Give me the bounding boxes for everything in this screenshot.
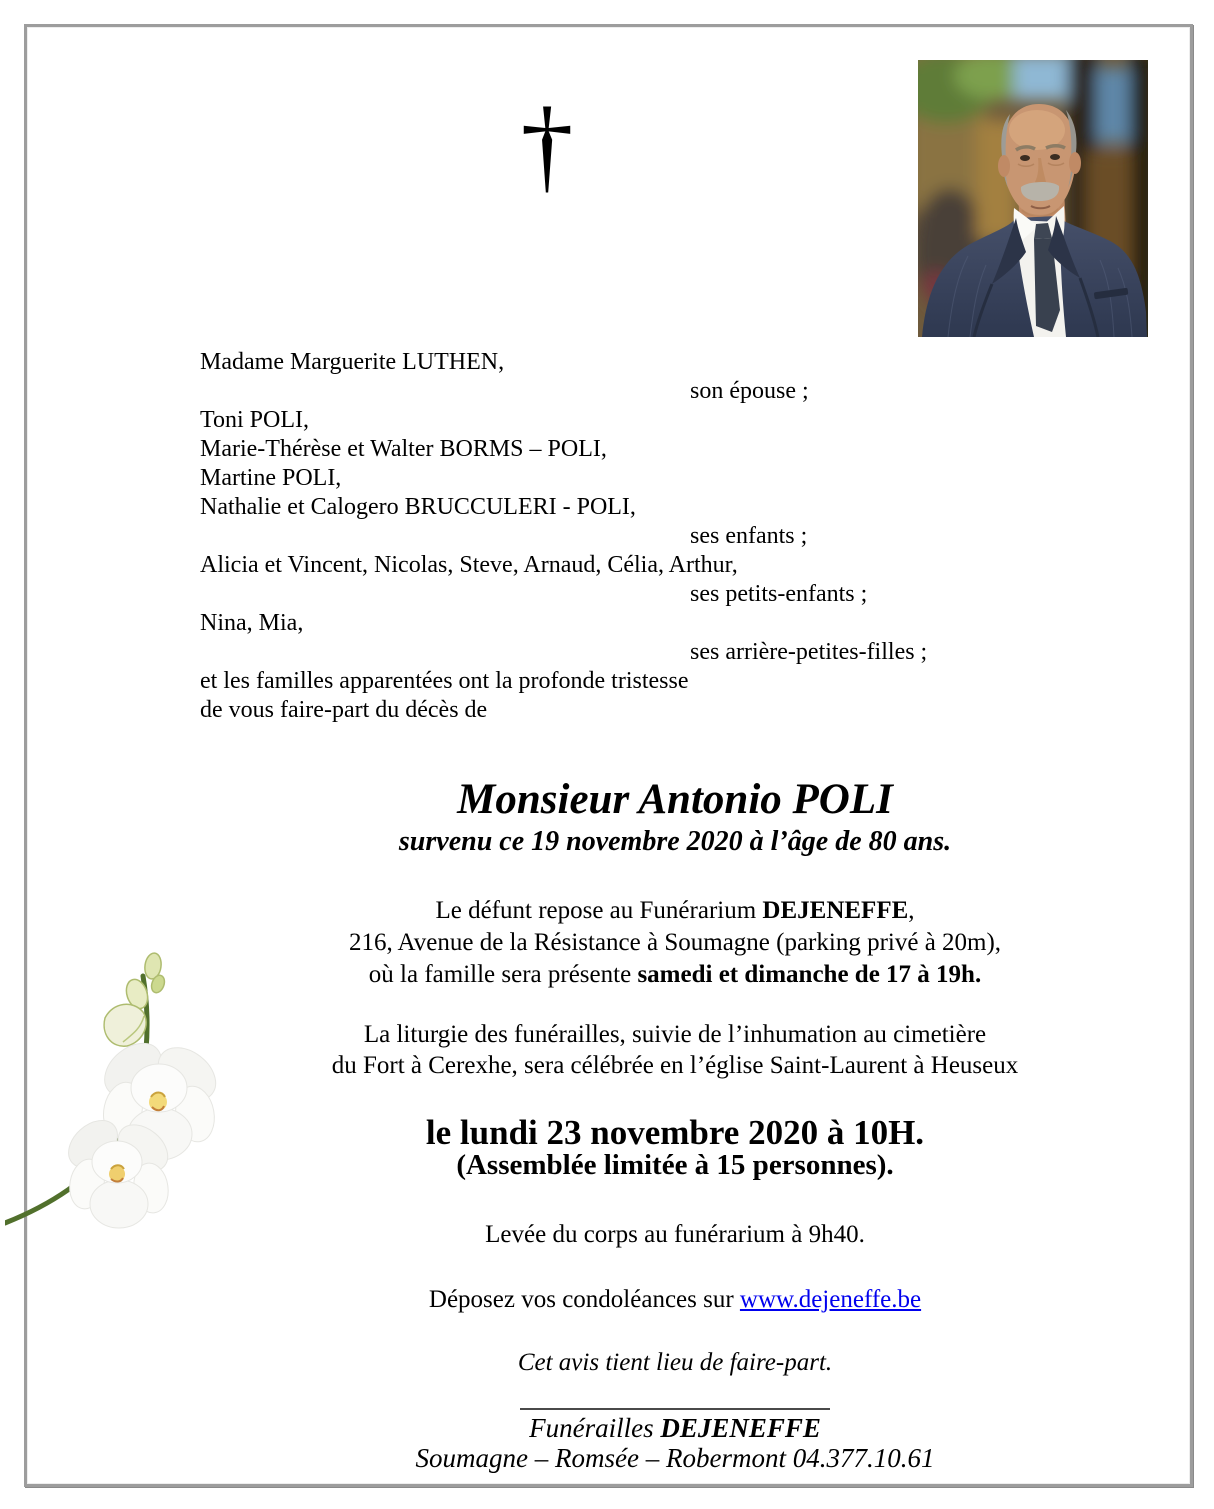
funeral-home-name: DEJENEFFE bbox=[762, 897, 909, 924]
funeral-home-footer bbox=[160, 1408, 1190, 1473]
cross-icon: † bbox=[520, 86, 574, 203]
ceremony-datetime: le lundi 23 novembre 2020 à 10H. bbox=[425, 1113, 925, 1152]
condolences-website-link[interactable]: www.dejeneffe.be bbox=[739, 1286, 922, 1313]
liturgy-line-1: La liturgie des funérailles, suivie de l’inhumation au cimetière bbox=[363, 1021, 987, 1048]
repose-line-3: où la famille sera présente samedi et dimanche de 17 à 19h. bbox=[368, 961, 982, 988]
announcement-line: et les familles apparentées ont la profonde tristesse bbox=[200, 668, 689, 694]
family-line: Madame Marguerite LUTHEN, bbox=[200, 349, 505, 375]
funeral-home-brand: DEJENEFFE bbox=[660, 1413, 821, 1443]
family-line: Nathalie et Calogero BRUCCULERI - POLI, bbox=[200, 494, 636, 520]
orchid-buds bbox=[104, 952, 167, 1046]
repose-info bbox=[160, 895, 1190, 991]
repose-line-1: Le défunt repose au Funérarium DEJENEFFE, bbox=[435, 897, 915, 924]
orchid-illustration bbox=[5, 938, 275, 1260]
announcement-line: de vous faire-part du décès de bbox=[200, 697, 488, 723]
family-line: Toni POLI, bbox=[200, 407, 309, 433]
condolences-text: Déposez vos condoléances sur bbox=[428, 1286, 740, 1313]
body-removal-info: Levée du corps au funérarium à 9h40. bbox=[485, 1221, 865, 1248]
family-line: Alicia et Vincent, Nicolas, Steve, Arnaud, Célia, Arthur, bbox=[200, 552, 738, 578]
funeral-home-locations: Soumagne – Romsée – Robermont 04.377.10.61 bbox=[415, 1443, 935, 1473]
deceased-name: Monsieur Antonio POLI bbox=[457, 776, 893, 823]
repose-line-2: 216, Avenue de la Résistance à Soumagne (parking privé à 20m), bbox=[348, 929, 1002, 956]
relation-label: son épouse ; bbox=[690, 378, 809, 404]
visiting-hours: samedi et dimanche de 17 à 19h. bbox=[637, 961, 982, 988]
portrait-photo bbox=[918, 60, 1148, 337]
condolences-line bbox=[160, 1285, 1190, 1315]
liturgy-line-2: du Fort à Cerexhe, sera célébrée en l’église Saint-Laurent à Heuseux bbox=[331, 1052, 1019, 1079]
liturgy-info bbox=[160, 1019, 1190, 1081]
attendance-restriction: (Assemblée limitée à 15 personnes). bbox=[456, 1149, 894, 1181]
family-line: Marie-Thérèse et Walter BORMS – POLI, bbox=[200, 436, 607, 462]
orchid-svg bbox=[5, 938, 275, 1260]
death-date-line: survenu ce 19 novembre 2020 à l’âge de 80 ans. bbox=[398, 826, 952, 857]
family-list bbox=[200, 348, 1140, 725]
family-line: Nina, Mia, bbox=[200, 610, 304, 636]
relation-label: ses arrière-petites-filles ; bbox=[690, 639, 928, 665]
relation-label: ses petits-enfants ; bbox=[690, 581, 868, 607]
funeral-home-line: Funérailles DEJENEFFE bbox=[529, 1413, 821, 1443]
notice-line: Cet avis tient lieu de faire-part. bbox=[517, 1349, 833, 1376]
footer-divider bbox=[520, 1408, 830, 1410]
relation-label: ses enfants ; bbox=[690, 523, 808, 549]
family-line: Martine POLI, bbox=[200, 465, 342, 491]
portrait-illustration bbox=[918, 60, 1148, 337]
